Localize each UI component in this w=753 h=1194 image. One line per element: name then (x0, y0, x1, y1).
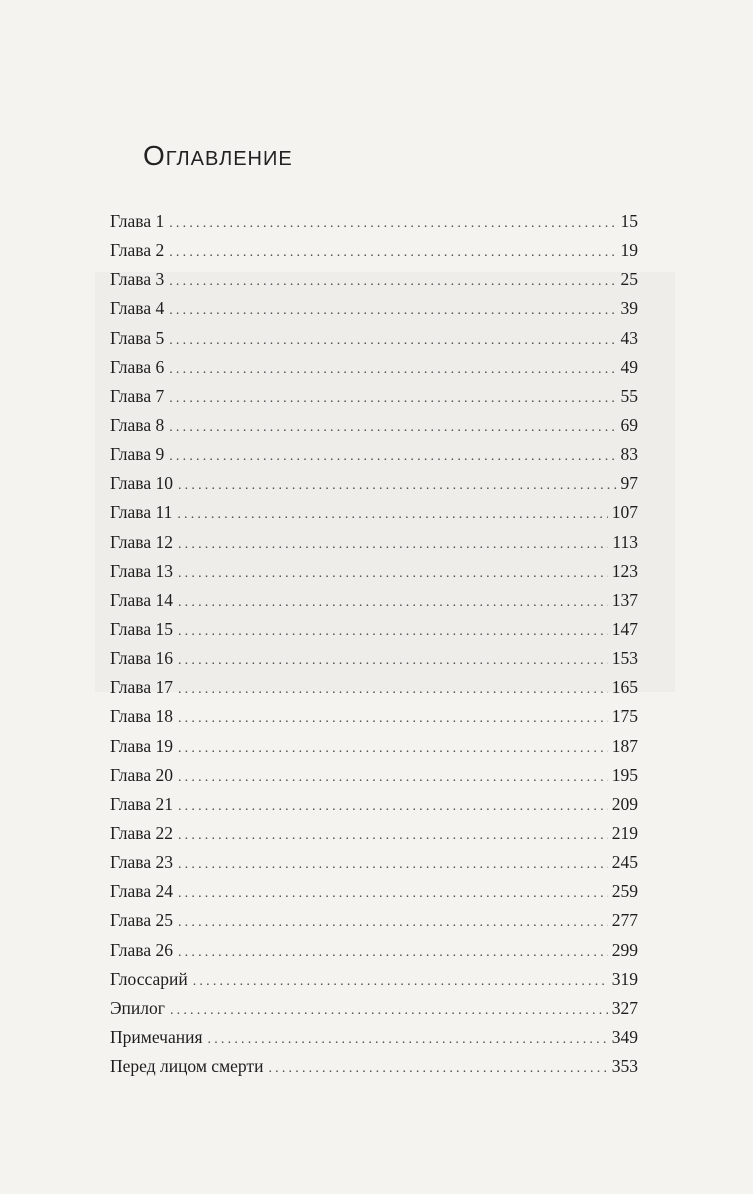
toc-entry-page-number: 353 (611, 1056, 638, 1077)
toc-entry-label: Глава 24 (110, 881, 173, 902)
toc-entry-page-number: 175 (611, 706, 638, 727)
toc-title: Оглавление (143, 140, 293, 171)
dot-leader (178, 770, 608, 786)
toc-entry (110, 998, 638, 1027)
toc-entry-page-number: 349 (611, 1026, 638, 1047)
dot-leader (178, 566, 608, 582)
toc-entry-page-number: 97 (620, 473, 638, 494)
toc-entry-label: Глава 26 (110, 939, 173, 960)
toc-entry (110, 823, 638, 852)
dot-leader (268, 1061, 607, 1077)
toc-entry (110, 706, 638, 735)
toc-entry (110, 298, 638, 327)
toc-entry-label: Глава 2 (110, 240, 165, 261)
toc-entry (110, 561, 638, 590)
toc-entry (110, 328, 638, 357)
toc-entry-label: Глава 5 (110, 327, 165, 348)
toc-entry-page-number: 245 (611, 852, 638, 873)
toc-entry (110, 415, 638, 444)
dot-leader (170, 1003, 608, 1019)
toc-entry (110, 736, 638, 765)
dot-leader (169, 245, 616, 261)
toc-entry-page-number: 319 (611, 968, 638, 989)
toc-entry-label: Примечания (110, 1026, 203, 1047)
dot-leader (169, 362, 616, 378)
toc-entry-page-number: 83 (620, 444, 638, 465)
toc-entry (110, 473, 638, 502)
toc-entry-label: Глава 13 (110, 560, 173, 581)
dot-leader (178, 857, 608, 873)
dot-leader (178, 624, 608, 640)
dot-leader (178, 828, 608, 844)
toc-entry-label: Глава 1 (110, 211, 165, 231)
dot-leader (178, 682, 608, 698)
toc-entry-page-number: 69 (620, 414, 638, 435)
dot-leader (178, 478, 617, 494)
toc-entry (110, 619, 638, 648)
toc-entry-page-number: 49 (620, 356, 638, 377)
dot-leader (169, 274, 616, 290)
toc-entry (110, 910, 638, 939)
toc-entry-page-number: 123 (611, 560, 638, 581)
toc-entry-page-number: 19 (620, 240, 638, 261)
dot-leader (169, 391, 616, 407)
toc-entry (110, 386, 638, 415)
toc-entry (110, 1056, 638, 1085)
toc-entry-page-number: 43 (620, 327, 638, 348)
dot-leader (169, 420, 616, 436)
toc-entry (110, 1027, 638, 1056)
toc-entry-label: Глава 23 (110, 852, 173, 873)
toc-entry (110, 532, 638, 561)
toc-entry-page-number: 107 (611, 502, 638, 523)
toc-entry-label: Глава 6 (110, 356, 165, 377)
toc-entry (110, 590, 638, 619)
dot-leader (193, 974, 608, 990)
dot-leader (177, 507, 607, 523)
toc-entry (110, 648, 638, 677)
toc-entry-label: Глава 12 (110, 531, 173, 552)
dot-leader (178, 595, 608, 611)
toc-entry-label: Глава 20 (110, 764, 173, 785)
dot-leader (169, 303, 616, 319)
toc-entry (110, 969, 638, 998)
toc-entry-label: Глава 15 (110, 618, 173, 639)
toc-entry (110, 444, 638, 473)
toc-entry-label: Глава 19 (110, 735, 173, 756)
toc-entry-page-number: 259 (611, 881, 638, 902)
toc-entry-label: Глава 8 (110, 414, 165, 435)
toc-entry (110, 881, 638, 910)
toc-entry (110, 852, 638, 881)
toc-entry-label: Глава 21 (110, 793, 173, 814)
dot-leader (208, 1032, 608, 1048)
toc-entry (110, 240, 638, 269)
dot-leader (178, 537, 608, 553)
toc-entry-page-number: 187 (611, 735, 638, 756)
toc-entry-page-number: 147 (611, 618, 638, 639)
toc-entry-label: Глава 22 (110, 822, 173, 843)
toc-list (110, 211, 638, 1085)
toc-entry-page-number: 137 (611, 589, 638, 610)
toc-entry-page-number: 219 (611, 822, 638, 843)
dot-leader (169, 333, 616, 349)
toc-entry-label: Глава 17 (110, 677, 173, 698)
toc-entry (110, 502, 638, 531)
toc-entry-label: Глава 4 (110, 298, 165, 319)
toc-entry-label: Глава 18 (110, 706, 173, 727)
toc-entry-label: Глава 14 (110, 589, 173, 610)
toc-entry (110, 765, 638, 794)
dot-leader (178, 799, 608, 815)
toc-entry-label: Глава 7 (110, 385, 165, 406)
dot-leader (178, 741, 608, 757)
dot-leader (178, 711, 608, 727)
toc-entry-label: Глава 25 (110, 910, 173, 931)
toc-entry-page-number: 153 (611, 648, 638, 669)
toc-entry (110, 357, 638, 386)
toc-entry-page-number: 277 (611, 910, 638, 931)
toc-entry-page-number: 327 (611, 997, 638, 1018)
toc-entry-label: Эпилог (110, 997, 165, 1018)
toc-entry-page-number: 195 (611, 764, 638, 785)
toc-entry-page-number: 113 (612, 531, 638, 552)
toc-entry (110, 677, 638, 706)
dot-leader (169, 216, 616, 232)
toc-entry-page-number: 39 (620, 298, 638, 319)
toc-entry-label: Глоссарий (110, 968, 188, 989)
dot-leader (178, 653, 608, 669)
toc-entry-page-number: 209 (611, 793, 638, 814)
toc-entry-label: Глава 16 (110, 648, 173, 669)
toc-entry (110, 794, 638, 823)
toc-entry-page-number: 165 (611, 677, 638, 698)
toc-entry (110, 211, 638, 240)
dot-leader (169, 449, 616, 465)
toc-entry-page-number: 55 (620, 385, 638, 406)
toc-entry (110, 269, 638, 298)
toc-entry-page-number: 15 (620, 211, 638, 231)
toc-entry (110, 940, 638, 969)
toc-entry-label: Перед лицом смерти (110, 1056, 264, 1077)
toc-entry-label: Глава 3 (110, 269, 165, 290)
dot-leader (178, 886, 608, 902)
toc-entry-label: Глава 10 (110, 473, 173, 494)
toc-entry-label: Глава 9 (110, 444, 165, 465)
toc-entry-label: Глава 11 (110, 502, 173, 523)
dot-leader (178, 915, 608, 931)
toc-entry-page-number: 25 (620, 269, 638, 290)
dot-leader (178, 945, 608, 961)
toc-entry-page-number: 299 (611, 939, 638, 960)
